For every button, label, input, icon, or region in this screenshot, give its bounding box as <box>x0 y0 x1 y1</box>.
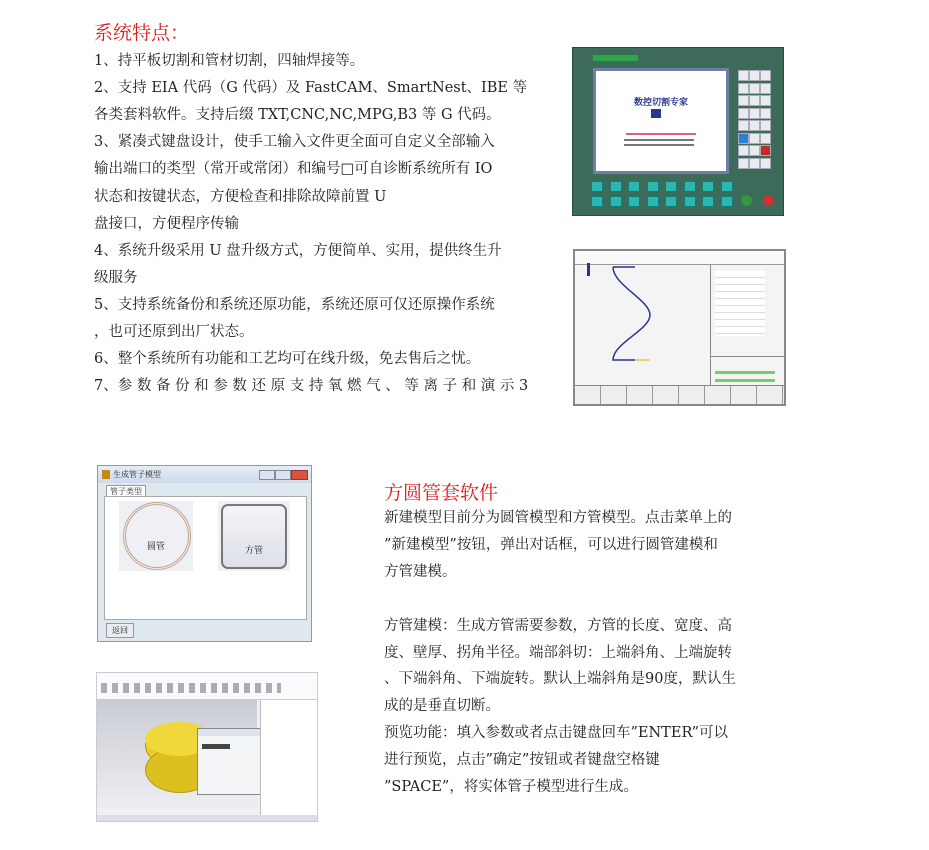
toolbar <box>97 673 317 700</box>
feature-line: 输出端口的类型（常开或常闭）和编号□可自诊断系统所有 IO <box>94 161 493 178</box>
keypad-key <box>760 133 771 144</box>
function-key <box>721 196 733 207</box>
function-key <box>721 181 733 192</box>
round-pipe-button[interactable] <box>119 501 193 571</box>
keypad-key <box>738 158 749 169</box>
keypad-key <box>760 83 771 94</box>
cut-path-preview <box>575 265 710 365</box>
feature-line: 2、支持 EIA 代码（G 代码）及 FastCAM、SmartNest、IBE 等 <box>94 80 528 97</box>
function-key <box>591 196 603 207</box>
function-key <box>610 181 622 192</box>
start-stop-button <box>763 195 774 206</box>
feature-line: 7、参 数 备 份 和 参 数 还 原 支 持 氧 燃 气 、 等 离 子 和 演 示 3 <box>94 378 529 395</box>
keypad-key <box>749 120 760 131</box>
keypad-key <box>749 145 760 156</box>
features-heading: 系统特点： <box>94 22 190 44</box>
keypad-key <box>760 70 771 81</box>
keypad-key <box>738 83 749 94</box>
app-icon <box>102 470 110 479</box>
description-line: 方管建模。 <box>384 563 457 580</box>
keypad-key <box>749 133 760 144</box>
start-stop-button <box>741 195 752 206</box>
description-line: 进行预览，点击”确定”按钮或者键盘空格键 <box>384 752 660 769</box>
keypad-key <box>738 70 749 81</box>
cnc-software-screenshot <box>573 249 786 406</box>
keypad-key <box>760 145 771 156</box>
keypad-key <box>738 120 749 131</box>
keypad-key <box>749 108 760 119</box>
keypad-key <box>749 95 760 106</box>
square-pipe-label: 方管 <box>244 546 263 556</box>
function-key <box>665 196 677 207</box>
keypad-key <box>749 70 760 81</box>
function-key <box>628 196 640 207</box>
feature-line: 5、支持系统备份和系统还原功能，系统还原可仅还原操作系统 <box>94 296 495 313</box>
dialog-title: 生成管子模型 <box>113 470 161 479</box>
keypad-key <box>738 108 749 119</box>
feature-line: 4、系统升级采用 U 盘升级方式，方便简单、实用，提供终生升 <box>94 242 502 259</box>
function-key <box>702 181 714 192</box>
feature-line: 6、整个系统所有功能和工艺均可在线升级，免去售后之忧。 <box>94 351 481 368</box>
maximize-button[interactable] <box>275 470 291 480</box>
pipe-modeling-software-screenshot <box>96 672 318 822</box>
function-key <box>647 181 659 192</box>
function-key <box>702 196 714 207</box>
feature-line: ，也可还原到出厂状态。 <box>94 324 254 340</box>
feature-line: 各类套料软件。支持后缀 TXT,CNC,NC,MPG,B3 等 G 代码。 <box>94 107 501 124</box>
function-key <box>628 181 640 192</box>
software-heading: 方圆管套软件 <box>384 482 499 504</box>
screen-title: 数控切割专家 <box>633 98 688 108</box>
description-line: 方管建模：生成方管需要参数，方管的长度、宽度、高 <box>384 617 732 634</box>
square-pipe-button[interactable] <box>218 501 290 571</box>
keypad-key <box>760 108 771 119</box>
feature-line: 3、紧凑式键盘设计，使手工输入文件更全面可自定义全部输入 <box>94 134 495 151</box>
description-line: ”新建模型”按钮，弹出对话框，可以进行圆管建模和 <box>384 536 718 553</box>
keypad-key <box>749 158 760 169</box>
description-line: 、下端斜角、下端旋转。默认上端斜角是90度，默认生 <box>384 671 736 688</box>
tab-pipe-type[interactable]: 管子类型 <box>106 485 146 497</box>
keypad-key <box>738 133 749 144</box>
function-key <box>684 196 696 207</box>
keypad-key <box>760 120 771 131</box>
function-key <box>647 196 659 207</box>
description-line: 预览功能：填入参数或者点击键盘回车”ENTER”可以 <box>384 725 728 742</box>
function-key <box>665 181 677 192</box>
feature-line: 状态和按键状态，方便检查和排除故障前置 U <box>94 188 387 205</box>
close-button[interactable] <box>291 470 308 480</box>
back-button[interactable]: 返回 <box>106 623 134 638</box>
keypad-key <box>760 158 771 169</box>
controller-screen <box>593 68 729 174</box>
round-pipe-label: 圆管 <box>146 542 165 552</box>
description-line: 新建模型目前分为圆管模型和方管模型。点击菜单上的 <box>384 510 732 526</box>
create-pipe-model-dialog <box>97 465 312 642</box>
feature-line: 盘接口，方便程序传输 <box>94 215 239 232</box>
function-key <box>591 181 603 192</box>
keypad-key <box>738 145 749 156</box>
description-line: 度、壁厚、拐角半径。端部斜切：上端斜角、上端旋转 <box>384 644 732 661</box>
keypad-key <box>760 95 771 106</box>
keypad-key <box>749 83 760 94</box>
feature-line: 1、持平板切割和管材切割，四轴焊接等。 <box>94 53 365 69</box>
keypad-key <box>738 95 749 106</box>
function-key <box>684 181 696 192</box>
brand-logo <box>593 55 638 61</box>
cnc-controller-image <box>572 47 784 216</box>
description-line: ”SPACE”，将实体管子模型进行生成。 <box>384 779 638 795</box>
feature-line: 级服务 <box>94 269 138 286</box>
function-key <box>610 196 622 207</box>
description-line: 成的是垂直切断。 <box>384 698 500 715</box>
minimize-button[interactable] <box>259 470 275 480</box>
